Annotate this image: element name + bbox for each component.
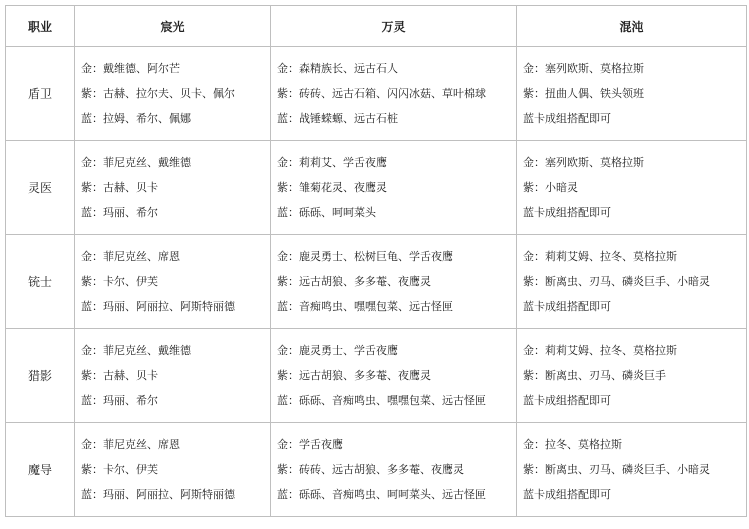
gold-line: 金：塞列欧斯、莫格拉斯 (523, 156, 644, 169)
cell-hundun (517, 235, 747, 329)
gold-line: 金：菲尼克丝、戴维德 (81, 344, 191, 357)
table-row (6, 47, 747, 141)
gold-line: 金：莉莉艾姆、拉冬、莫格拉斯 (523, 250, 677, 263)
cell-wanling (271, 141, 517, 235)
gold-line: 金：鹿灵勇士、松树巨龟、学舌夜鹰 (277, 250, 453, 263)
table-row (6, 329, 747, 423)
purple-line: 紫：远古胡狼、多多菴、夜鹰灵 (277, 275, 431, 288)
purple-line: 紫：扭曲人偶、铁头领班 (523, 87, 644, 100)
blue-line: 蓝：拉姆、希尔、佩娜 (81, 112, 191, 125)
blue-line: 蓝：砾砾、呵呵菜头 (277, 206, 376, 219)
purple-line: 紫：砖砖、远古石箱、闪闪冰菇、草叶棉球 (277, 87, 486, 100)
cell-wanling (271, 235, 517, 329)
cell-hundun (517, 329, 747, 423)
blue-line: 蓝卡成组搭配即可 (523, 488, 611, 501)
cell-chenguang (75, 141, 271, 235)
cell-chenguang (75, 423, 271, 517)
gold-line: 金：学舌夜鹰 (277, 438, 343, 451)
cell-chenguang (75, 235, 271, 329)
purple-line: 紫：远古胡狼、多多菴、夜鹰灵 (277, 369, 431, 382)
blue-line: 蓝：音痴鸣虫、嘿嘿包菜、远古怪匣 (277, 300, 453, 313)
cell-hundun (517, 47, 747, 141)
purple-line: 紫：断离虫、刃马、磷炎巨手、小暗灵 (523, 463, 710, 476)
blue-line: 蓝：玛丽、希尔 (81, 394, 158, 407)
blue-line: 蓝卡成组搭配即可 (523, 394, 611, 407)
cell-hundun (517, 423, 747, 517)
blue-line: 蓝：战锤蝾螈、远古石桩 (277, 112, 398, 125)
gold-line: 金：莉莉艾、学舌夜鹰 (277, 156, 387, 169)
gold-line: 金：菲尼克丝、戴维德 (81, 156, 191, 169)
blue-line: 蓝：玛丽、阿丽拉、阿斯特丽德 (81, 300, 235, 313)
blue-line: 蓝：砾砾、音痴鸣虫、呵呵菜头、远古怪匣 (277, 488, 486, 501)
purple-line: 紫：卡尔、伊芙 (81, 463, 158, 476)
blue-line: 蓝卡成组搭配即可 (523, 300, 611, 313)
cell-wanling (271, 329, 517, 423)
purple-line: 紫：古赫、贝卡 (81, 369, 158, 382)
purple-line: 紫：古赫、拉尔夫、贝卡、佩尔 (81, 87, 235, 100)
gold-line: 金：塞列欧斯、莫格拉斯 (523, 62, 644, 75)
blue-line: 蓝卡成组搭配即可 (523, 206, 611, 219)
role-cell: 猎影 (6, 329, 75, 423)
blue-line: 蓝卡成组搭配即可 (523, 112, 611, 125)
role-cell: 灵医 (6, 141, 75, 235)
purple-line: 紫：古赫、贝卡 (81, 181, 158, 194)
role-cell: 盾卫 (6, 47, 75, 141)
gold-line: 金：菲尼克丝、席恩 (81, 250, 180, 263)
gold-line: 金：菲尼克丝、席恩 (81, 438, 180, 451)
purple-line: 紫：砖砖、远古胡狼、多多菴、夜鹰灵 (277, 463, 464, 476)
header-class: 职业 (6, 6, 75, 47)
cell-chenguang (75, 47, 271, 141)
purple-line: 紫：小暗灵 (523, 181, 578, 194)
gold-line: 金：戴维德、阿尔芒 (81, 62, 180, 75)
purple-line: 紫：断离虫、刃马、磷炎巨手、小暗灵 (523, 275, 710, 288)
table-row (6, 235, 747, 329)
cell-wanling (271, 423, 517, 517)
table-row (6, 141, 747, 235)
role-cell: 魔导 (6, 423, 75, 517)
blue-line: 蓝：玛丽、阿丽拉、阿斯特丽德 (81, 488, 235, 501)
cell-wanling (271, 47, 517, 141)
cell-chenguang (75, 329, 271, 423)
purple-line: 紫：卡尔、伊芙 (81, 275, 158, 288)
class-card-table (5, 5, 747, 517)
gold-line: 金：森精族长、远古石人 (277, 62, 398, 75)
header-hundun: 混沌 (517, 6, 747, 47)
header-chenguang: 宸光 (75, 6, 271, 47)
gold-line: 金：鹿灵勇士、学舌夜鹰 (277, 344, 398, 357)
gold-line: 金：拉冬、莫格拉斯 (523, 438, 622, 451)
header-wanling: 万灵 (271, 6, 517, 47)
purple-line: 紫：断离虫、刃马、磷炎巨手 (523, 369, 666, 382)
role-cell: 铳士 (6, 235, 75, 329)
blue-line: 蓝：玛丽、希尔 (81, 206, 158, 219)
blue-line: 蓝：砾砾、音痴鸣虫、嘿嘿包菜、远古怪匣 (277, 394, 486, 407)
header-row (6, 6, 747, 47)
gold-line: 金：莉莉艾姆、拉冬、莫格拉斯 (523, 344, 677, 357)
purple-line: 紫：雏菊花灵、夜鹰灵 (277, 181, 387, 194)
table-row (6, 423, 747, 517)
cell-hundun (517, 141, 747, 235)
